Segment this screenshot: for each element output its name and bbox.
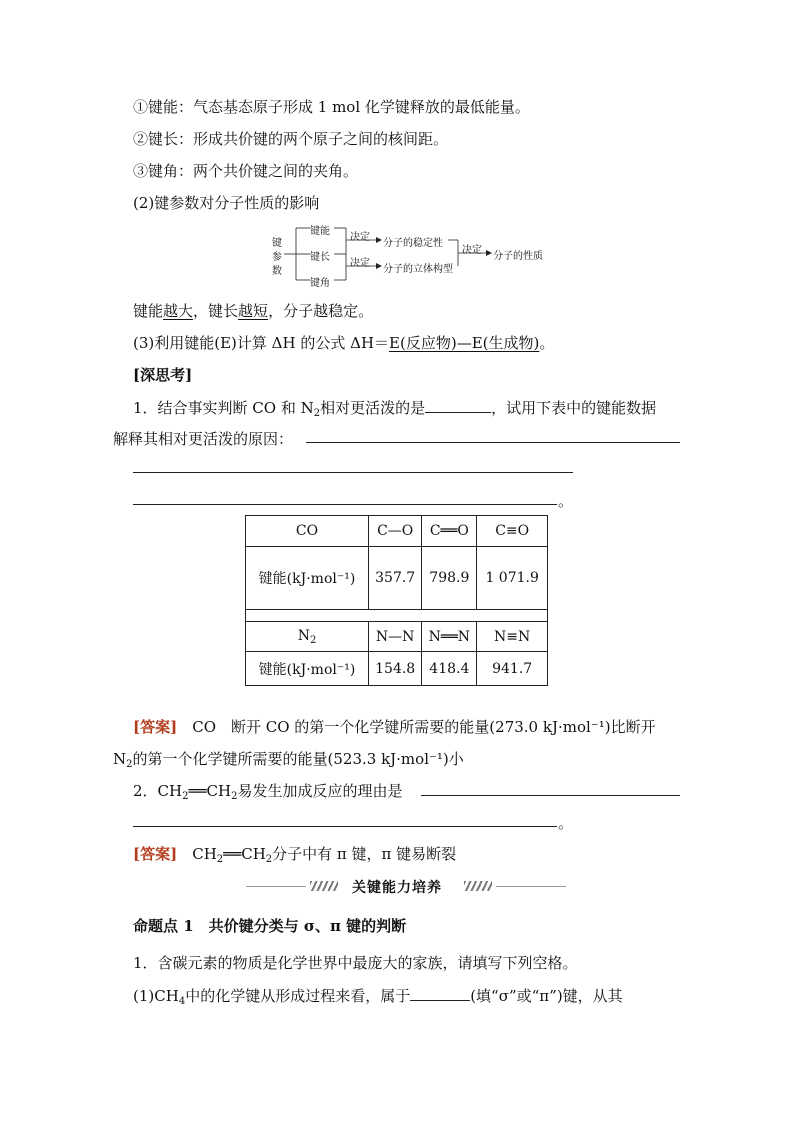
- answer-larger: 越大: [163, 302, 194, 320]
- question-1-line-2: 解释其相对更活泼的原因：: [113, 430, 294, 448]
- answer-2: [答案] $CH_2══CH_2$分子中有 π 键，π 键易断裂: [133, 845, 457, 865]
- answer-end-mark: 。: [558, 492, 574, 510]
- topic-heading: 命题点 1 共价键分类与 σ、π 键的判断: [133, 917, 407, 935]
- section-2-heading: (2)键参数对分子性质的影响: [133, 194, 320, 212]
- table-row: 键能(kJ·mol⁻¹) 154.8 418.4 941.7: [246, 652, 548, 686]
- diagram-left-char-2: 参: [272, 252, 282, 263]
- answer-line-1[interactable]: [306, 442, 680, 443]
- diagram-param-energy: 键能: [310, 226, 330, 237]
- formula-answer: E(反应物)—E(生成物): [389, 334, 540, 352]
- table-row: 键能(kJ·mol⁻¹) 357.7 798.9 1 071.9: [246, 547, 548, 610]
- stability-conclusion: 键能越大，键长越短，分子越稳定。: [133, 302, 374, 320]
- definition-bond-energy: ①键能：气态基态原子形成 1 mol 化学键释放的最低能量。: [133, 98, 530, 116]
- bond-parameter-diagram: [270, 218, 560, 290]
- answer-line-3[interactable]: [133, 504, 557, 505]
- banner-line-right: [496, 886, 566, 887]
- answer-tag: [答案]: [133, 718, 178, 736]
- banner-hatch-left: [310, 881, 338, 891]
- answer-tag: [答案]: [133, 845, 178, 863]
- diagram-decide-1: 决定: [350, 232, 370, 243]
- answer-blank-1[interactable]: [425, 396, 491, 413]
- banner-line-left: [246, 886, 306, 887]
- answer-1-line-1: [答案] CO 断开 CO 的第一个化学键所需要的能量(273.0 kJ·mol⁻¹)比断开: [133, 718, 656, 736]
- answer-blank-2[interactable]: [410, 984, 470, 1001]
- table-row: CO C—O C══O C≡O: [246, 516, 548, 547]
- diagram-param-angle: 键角: [310, 278, 330, 289]
- enthalpy-formula: (3)利用键能(E)计算 ΔH 的公式 ΔH＝E(反应物)—E(生成物)。: [133, 334, 555, 352]
- diagram-left-char-3: 数: [272, 266, 282, 277]
- answer-shorter: 越短: [238, 302, 269, 320]
- table-row: $N_2$ N—N N══N N≡N: [246, 622, 548, 652]
- question-2: 2．$CH_2══CH_2$易发生加成反应的理由是: [133, 782, 403, 802]
- diagram-stability: 分子的稳定性: [383, 238, 443, 249]
- question-1-line-1: 1．结合事实判断 CO 和 $N_2$相对更活泼的是 ，试用下表中的键能数据: [133, 396, 656, 419]
- answer-1-line-2: $N_2$的第一个化学键所需要的能量(523.3 kJ·mol⁻¹)小: [113, 750, 464, 770]
- answer-line-4[interactable]: [421, 795, 680, 796]
- diagram-left-char-1: 键: [272, 238, 282, 249]
- section-banner: 关键能力培养: [352, 880, 442, 896]
- diagram-decide-2: 决定: [350, 258, 370, 269]
- table-separator-row: [246, 610, 548, 622]
- diagram-property: 分子的性质: [493, 251, 543, 262]
- answer-line-5[interactable]: [133, 826, 557, 827]
- definition-bond-length: ②键长：形成共价键的两个原子之间的核间距。: [133, 130, 449, 148]
- diagram-param-length: 键长: [310, 252, 330, 263]
- diagram-decide-3: 决定: [462, 245, 482, 256]
- question-3-part-1: $(1)CH_4$中的化学键从形成过程来看，属于 (填“σ”或“π”)键，从其: [133, 984, 623, 1007]
- diagram-structure: 分子的立体构型: [383, 264, 453, 275]
- answer-line-2[interactable]: [133, 472, 573, 473]
- think-heading: [深思考]: [133, 366, 193, 384]
- definition-bond-angle: ③键角：两个共价键之间的夹角。: [133, 162, 359, 180]
- banner-hatch-right: [464, 881, 492, 891]
- question-3: 1．含碳元素的物质是化学世界中最庞大的家族，请填写下列空格。: [133, 954, 578, 972]
- answer-end-mark-2: 。: [558, 814, 574, 832]
- bond-energy-table: [245, 515, 548, 686]
